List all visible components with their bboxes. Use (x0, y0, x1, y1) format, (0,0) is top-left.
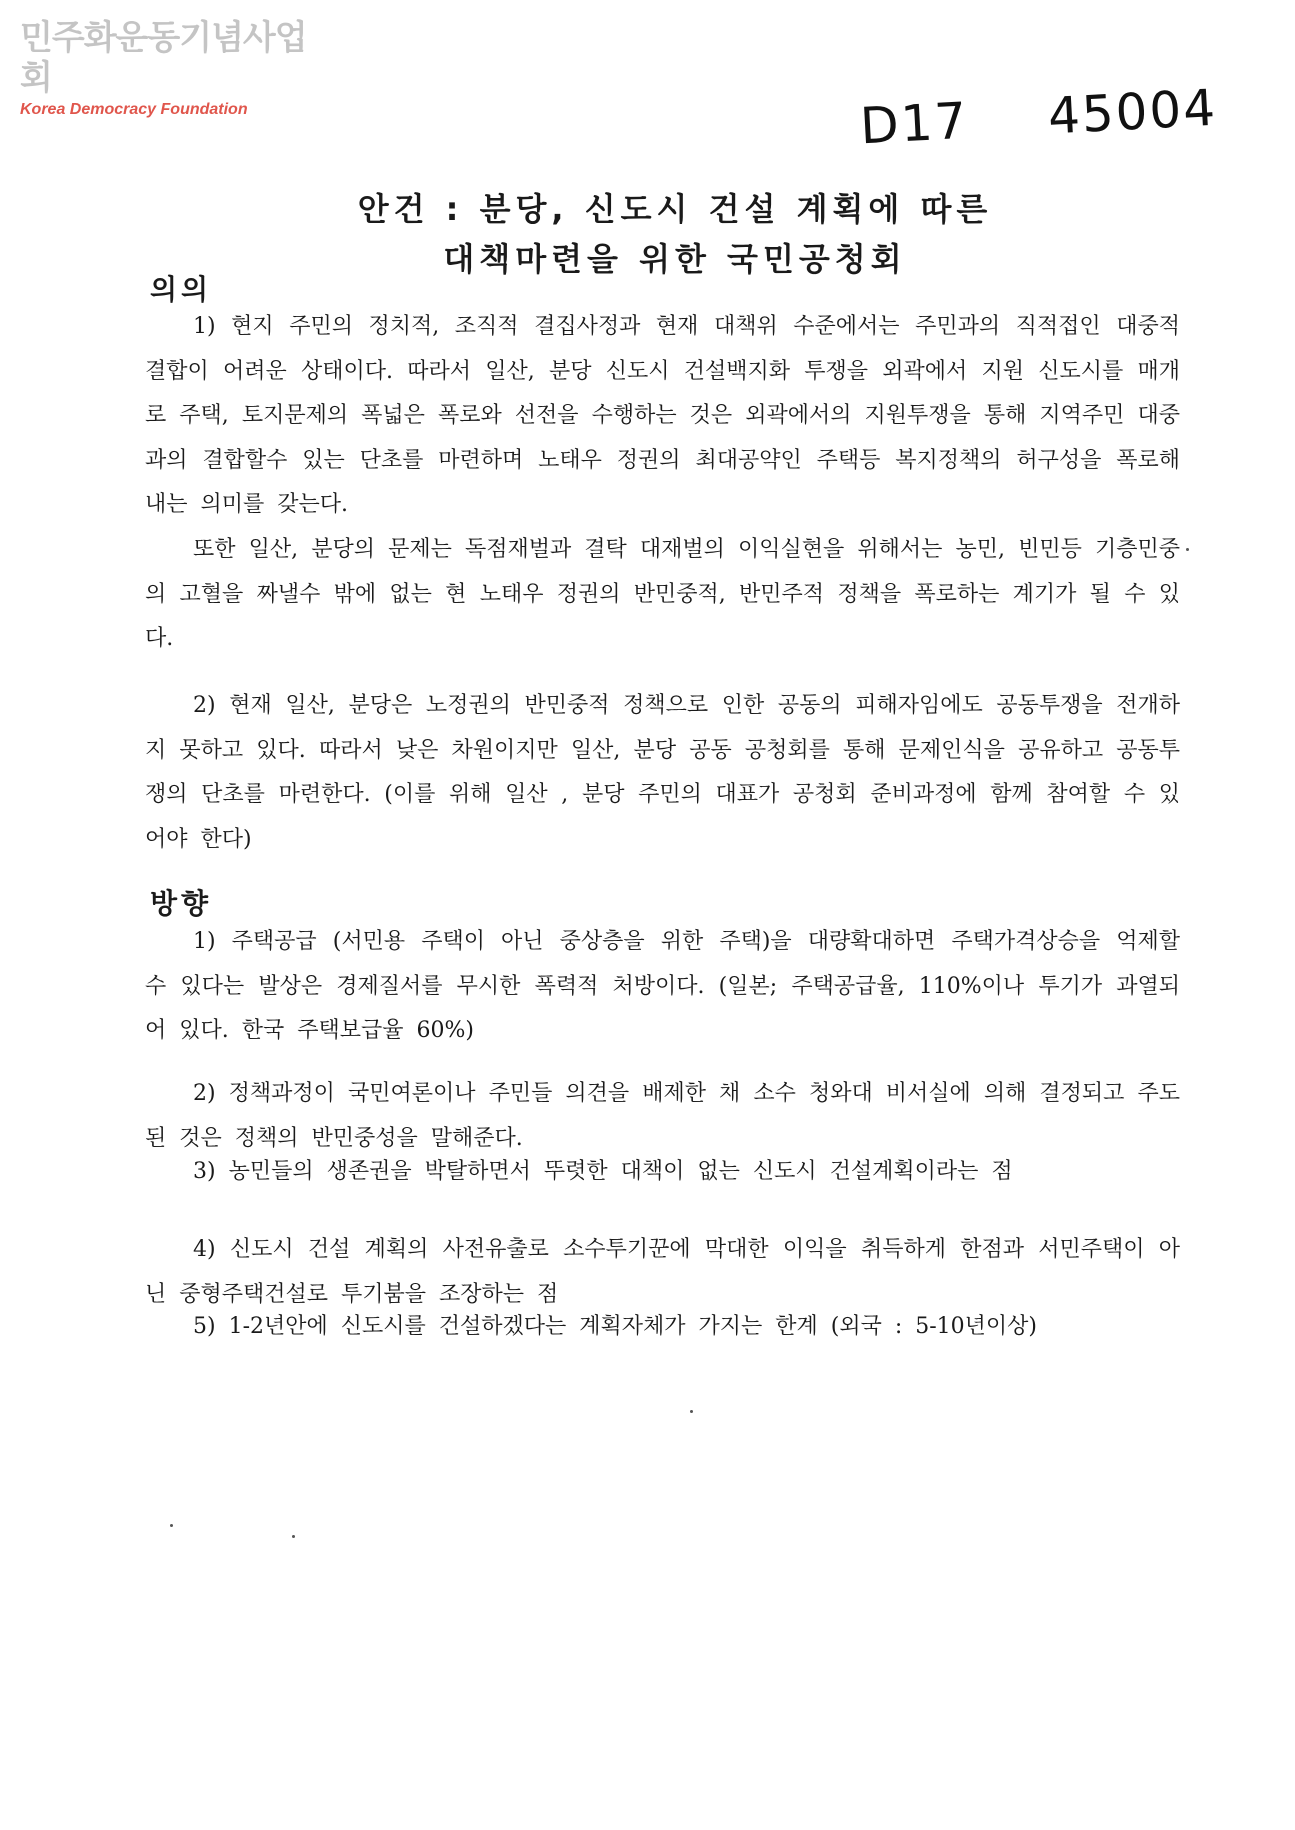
scan-speck (690, 1410, 693, 1413)
heading-significance: 의의 (150, 273, 213, 306)
direction-item-2: 2) 정책과정이 국민여론이나 주민들 의견을 배제한 채 소수 청와대 비서실에 의해 결정되고 주도된 것은 정책의 반민중성을 말해준다. (145, 1081, 1180, 1151)
scan-speck (292, 1535, 295, 1538)
scan-speck (170, 1524, 173, 1527)
title-line-1: 안건 : 분당, 신도시 건설 계획에 따른 (357, 190, 993, 228)
scan-speck (1186, 548, 1189, 551)
watermark-english: Korea Democracy Foundation (20, 101, 248, 118)
direction-item-1: 1) 주택공급 (서민용 주택이 아닌 중상층을 위한 주택)을 대량확대하면 주택가격상승을 억제할 수 있다는 발상은 경제질서를 무시한 폭력적 처방이다. (일본; 주택공급율, 110%이나 투기가 과열되어 있다. 한국 주택보급율 60%) (145, 929, 1180, 1043)
archive-prefix: D17 (858, 91, 970, 156)
heading-direction: 방향 (150, 887, 213, 920)
significance-paragraph-3: 2) 현재 일산, 분당은 노정권의 반민중적 정책으로 인한 공동의 피해자임에도 공동투쟁을 전개하지 못하고 있다. 따라서 낮은 차원이지만 일산, 분당 공동 공청회를 통해 문제인식을 공유하고 공동투쟁의 단초를 마련한다. (이를 위해 일산 , 분당 주민의 대표가 공청회 준비과정에 함께 참여할 수 있어야 한다) (145, 693, 1180, 852)
significance-paragraph-2: 또한 일산, 분당의 문제는 독점재벌과 결탁 대재벌의 이익실현을 위해서는 농민, 빈민등 기층민중의 고혈을 짜낼수 밖에 없는 현 노태우 정권의 반민중적, 반민주적 정책을 폭로하는 계기가 될 수 있다. (145, 537, 1180, 651)
direction-item-5: 5) 1-2년안에 신도시를 건설하겠다는 계획자체가 가지는 한계 (외국 : 5-10년이상) (193, 1314, 1038, 1339)
archive-number (859, 79, 1219, 156)
significance-paragraph-1: 1) 현지 주민의 정치적, 조직적 결집사정과 현재 대책위 수준에서는 주민과의 직적접인 대중적 결합이 어려운 상태이다. 따라서 일산, 분당 신도시 건설백지화 투쟁을 외곽에서 지원 신도시를 매개로 주택, 토지문제의 폭넓은 폭로와 선전을 수행하는 것은 외곽에서의 지원투쟁을 통해 지역주민 대중과의 결합할수 있는 단초를 마련하며 노태우 정권의 최대공약인 주택등 복지정책의 허구성을 폭로해내는 의미를 갖는다. (145, 314, 1180, 517)
direction-item-4: 4) 신도시 건설 계획의 사전유출로 소수투기꾼에 막대한 이익을 취득하게 한점과 서민주택이 아닌 중형주택건설로 투기붐을 조장하는 점 (145, 1237, 1180, 1307)
direction-item-3: 3) 농민들의 생존권을 박탈하면서 뚜렷한 대책이 없는 신도시 건설계획이라는 점 (193, 1159, 1013, 1184)
archive-number-value: 45004 (1046, 78, 1219, 146)
title-line-2: 대책마련을 위한 국민공청회 (443, 240, 907, 278)
watermark-korean: 민주화운동기념사업회 (20, 18, 307, 98)
foundation-watermark (20, 18, 320, 120)
